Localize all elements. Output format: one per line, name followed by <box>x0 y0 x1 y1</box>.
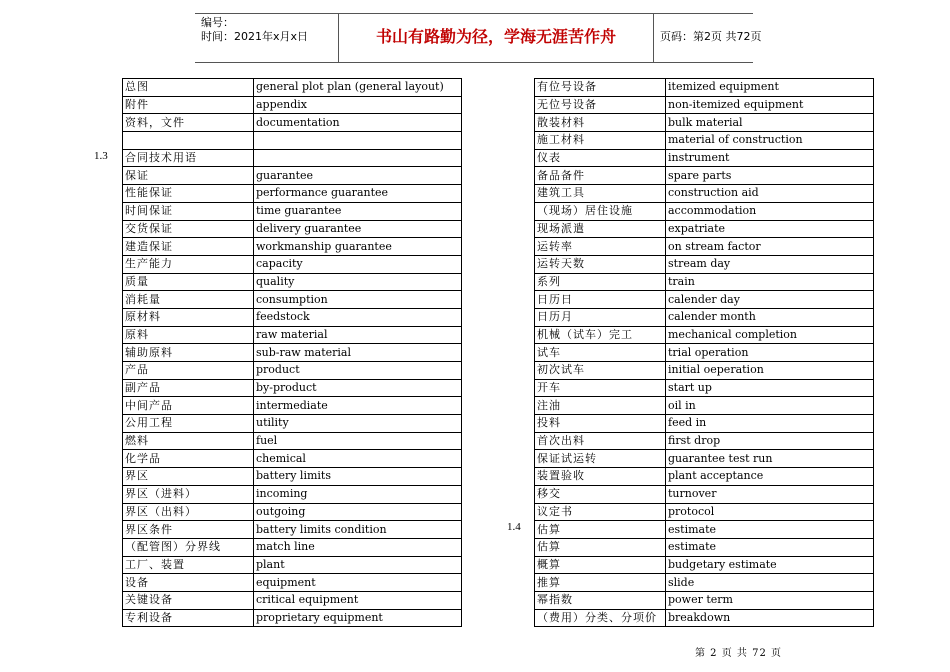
table-row <box>123 202 462 220</box>
term-english: documentation <box>254 114 462 132</box>
term-english: budgetary estimate <box>666 556 874 574</box>
table-row <box>535 114 874 132</box>
term-chinese: 推算 <box>535 574 666 592</box>
term-english: battery limits <box>254 468 462 486</box>
term-english: estimate <box>666 521 874 539</box>
table-row <box>123 185 462 203</box>
term-english: calender day <box>666 291 874 309</box>
term-chinese: 现场派遣 <box>535 220 666 238</box>
page-header <box>195 13 762 63</box>
term-chinese: 性能保证 <box>123 185 254 203</box>
term-chinese: 试车 <box>535 344 666 362</box>
table-row <box>123 450 462 468</box>
term-english: itemized equipment <box>666 79 874 97</box>
table-row <box>123 238 462 256</box>
term-chinese: 备品备件 <box>535 167 666 185</box>
term-english: equipment <box>254 574 462 592</box>
term-chinese: 概算 <box>535 556 666 574</box>
term-english: non-itemized equipment <box>666 96 874 114</box>
table-row <box>535 556 874 574</box>
term-english: appendix <box>254 96 462 114</box>
term-chinese: 投料 <box>535 415 666 433</box>
term-english: estimate <box>666 538 874 556</box>
table-row <box>535 79 874 97</box>
table-row <box>123 609 462 627</box>
table-row <box>535 202 874 220</box>
term-chinese: 无位号设备 <box>535 96 666 114</box>
table-row <box>123 326 462 344</box>
term-english: guarantee <box>254 167 462 185</box>
term-chinese: 系列 <box>535 273 666 291</box>
term-english: capacity <box>254 255 462 273</box>
term-english: product <box>254 362 462 380</box>
table-row <box>535 185 874 203</box>
term-chinese: 副产品 <box>123 379 254 397</box>
term-chinese: 关键设备 <box>123 591 254 609</box>
term-chinese: 设备 <box>123 574 254 592</box>
term-english: calender month <box>666 308 874 326</box>
term-english: power term <box>666 591 874 609</box>
term-chinese: 首次出料 <box>535 432 666 450</box>
table-row <box>535 415 874 433</box>
term-english: slide <box>666 574 874 592</box>
section-number: 1.3 <box>94 150 108 162</box>
table-row <box>535 450 874 468</box>
table-row <box>535 344 874 362</box>
table-row <box>535 432 874 450</box>
term-english: by-product <box>254 379 462 397</box>
term-english: bulk material <box>666 114 874 132</box>
table-row <box>123 167 462 185</box>
term-chinese: 注油 <box>535 397 666 415</box>
table-row <box>123 521 462 539</box>
table-row <box>535 538 874 556</box>
term-chinese: 中间产品 <box>123 397 254 415</box>
term-english: instrument <box>666 149 874 167</box>
term-english: plant acceptance <box>666 468 874 486</box>
term-chinese: 总图 <box>123 79 254 97</box>
table-row <box>535 379 874 397</box>
term-chinese: （费用）分类、分项价 <box>535 609 666 627</box>
header-page-code: 页码：第2页 共72页 <box>660 30 762 43</box>
table-row <box>123 114 462 132</box>
section-number: 1.4 <box>507 521 521 533</box>
table-row <box>123 397 462 415</box>
term-chinese: 运转天数 <box>535 255 666 273</box>
term-english: expatriate <box>666 220 874 238</box>
term-chinese: 产品 <box>123 362 254 380</box>
table-row <box>123 415 462 433</box>
table-row <box>123 503 462 521</box>
table-row <box>123 468 462 486</box>
term-english: battery limits condition <box>254 521 462 539</box>
table-row <box>535 132 874 150</box>
term-chinese: 保证试运转 <box>535 450 666 468</box>
table-row <box>123 308 462 326</box>
term-chinese: （现场）居住设施 <box>535 202 666 220</box>
term-english: guarantee test run <box>666 450 874 468</box>
term-english: critical equipment <box>254 591 462 609</box>
table-row <box>535 291 874 309</box>
term-chinese: 界区（进料） <box>123 485 254 503</box>
term-chinese <box>123 132 254 150</box>
term-chinese: 合同技术用语 <box>123 149 254 167</box>
table-row <box>123 362 462 380</box>
table-row <box>535 96 874 114</box>
terms-table-left <box>122 78 462 627</box>
term-chinese: 运转率 <box>535 238 666 256</box>
term-chinese: 资料，文件 <box>123 114 254 132</box>
term-english: start up <box>666 379 874 397</box>
term-english: intermediate <box>254 397 462 415</box>
term-chinese: 施工材料 <box>535 132 666 150</box>
term-chinese: 界区（出料） <box>123 503 254 521</box>
term-english: plant <box>254 556 462 574</box>
table-row <box>123 344 462 362</box>
term-chinese: 辅助原料 <box>123 344 254 362</box>
term-chinese: 界区 <box>123 468 254 486</box>
table-row <box>123 132 462 150</box>
term-chinese: 建造保证 <box>123 238 254 256</box>
table-row <box>123 574 462 592</box>
term-english: accommodation <box>666 202 874 220</box>
term-chinese: 专利设备 <box>123 609 254 627</box>
table-row <box>535 609 874 627</box>
term-chinese: 有位号设备 <box>535 79 666 97</box>
term-chinese: 公用工程 <box>123 415 254 433</box>
term-english: workmanship guarantee <box>254 238 462 256</box>
table-row <box>535 238 874 256</box>
term-chinese: 估算 <box>535 521 666 539</box>
term-chinese: 交货保证 <box>123 220 254 238</box>
term-english: sub-raw material <box>254 344 462 362</box>
table-row <box>535 468 874 486</box>
terms-table-right <box>534 78 874 627</box>
term-chinese: 移交 <box>535 485 666 503</box>
term-chinese: 工厂、装置 <box>123 556 254 574</box>
term-english: feed in <box>666 415 874 433</box>
term-english: trial operation <box>666 344 874 362</box>
table-row <box>123 220 462 238</box>
number-label: 编号： <box>201 16 234 29</box>
term-english: spare parts <box>666 167 874 185</box>
term-english: performance guarantee <box>254 185 462 203</box>
term-chinese: 消耗量 <box>123 291 254 309</box>
term-chinese: 生产能力 <box>123 255 254 273</box>
term-english: mechanical completion <box>666 326 874 344</box>
term-english: feedstock <box>254 308 462 326</box>
term-chinese: 保证 <box>123 167 254 185</box>
table-row <box>535 574 874 592</box>
table-row <box>535 273 874 291</box>
header-motto: 书山有路勤为径，学海无涯苦作舟 <box>338 14 654 62</box>
term-chinese: 机械（试车）完工 <box>535 326 666 344</box>
term-english: oil in <box>666 397 874 415</box>
term-chinese: 仪表 <box>535 149 666 167</box>
table-row <box>535 362 874 380</box>
table-row <box>535 485 874 503</box>
table-row <box>123 556 462 574</box>
term-chinese: 燃料 <box>123 432 254 450</box>
term-chinese: 原材料 <box>123 308 254 326</box>
time-label: 时间：2021年x月x日 <box>201 30 309 43</box>
table-row <box>123 291 462 309</box>
term-english: on stream factor <box>666 238 874 256</box>
term-chinese: （配管图）分界线 <box>123 538 254 556</box>
table-row <box>123 485 462 503</box>
term-english: quality <box>254 273 462 291</box>
term-chinese: 幂指数 <box>535 591 666 609</box>
term-chinese: 议定书 <box>535 503 666 521</box>
term-chinese: 界区条件 <box>123 521 254 539</box>
term-english: outgoing <box>254 503 462 521</box>
table-row <box>123 255 462 273</box>
term-english: general plot plan (general layout) <box>254 79 462 97</box>
page-footer: 第 2 页 共 72 页 <box>695 648 782 659</box>
term-english: protocol <box>666 503 874 521</box>
table-row <box>535 326 874 344</box>
term-english: proprietary equipment <box>254 609 462 627</box>
term-english: match line <box>254 538 462 556</box>
table-row <box>535 167 874 185</box>
table-row <box>535 521 874 539</box>
table-row <box>123 96 462 114</box>
term-chinese: 估算 <box>535 538 666 556</box>
term-english: material of construction <box>666 132 874 150</box>
term-chinese: 建筑工具 <box>535 185 666 203</box>
table-row <box>535 397 874 415</box>
table-row <box>535 255 874 273</box>
table-row <box>535 503 874 521</box>
table-row <box>535 149 874 167</box>
table-row <box>123 149 462 167</box>
term-english: consumption <box>254 291 462 309</box>
term-chinese: 装置验收 <box>535 468 666 486</box>
term-english: raw material <box>254 326 462 344</box>
term-english: fuel <box>254 432 462 450</box>
table-row <box>123 538 462 556</box>
table-row <box>535 308 874 326</box>
term-chinese: 质量 <box>123 273 254 291</box>
term-chinese: 日历日 <box>535 291 666 309</box>
term-english: breakdown <box>666 609 874 627</box>
term-chinese: 散装材料 <box>535 114 666 132</box>
table-row <box>123 379 462 397</box>
term-chinese: 化学品 <box>123 450 254 468</box>
table-row <box>123 432 462 450</box>
term-english: utility <box>254 415 462 433</box>
term-english: stream day <box>666 255 874 273</box>
term-chinese: 日历月 <box>535 308 666 326</box>
term-english <box>254 149 462 167</box>
term-english: initial oeperation <box>666 362 874 380</box>
term-chinese: 开车 <box>535 379 666 397</box>
term-english: chemical <box>254 450 462 468</box>
table-row <box>123 273 462 291</box>
term-english: turnover <box>666 485 874 503</box>
term-english: time guarantee <box>254 202 462 220</box>
term-english: delivery guarantee <box>254 220 462 238</box>
term-english: first drop <box>666 432 874 450</box>
term-english: incoming <box>254 485 462 503</box>
table-row <box>123 591 462 609</box>
header-meta <box>195 14 338 62</box>
table-row <box>535 591 874 609</box>
term-chinese: 时间保证 <box>123 202 254 220</box>
term-chinese: 附件 <box>123 96 254 114</box>
term-english <box>254 132 462 150</box>
term-english: construction aid <box>666 185 874 203</box>
term-english: train <box>666 273 874 291</box>
table-row <box>535 220 874 238</box>
term-chinese: 初次试车 <box>535 362 666 380</box>
term-chinese: 原料 <box>123 326 254 344</box>
table-row <box>123 79 462 97</box>
